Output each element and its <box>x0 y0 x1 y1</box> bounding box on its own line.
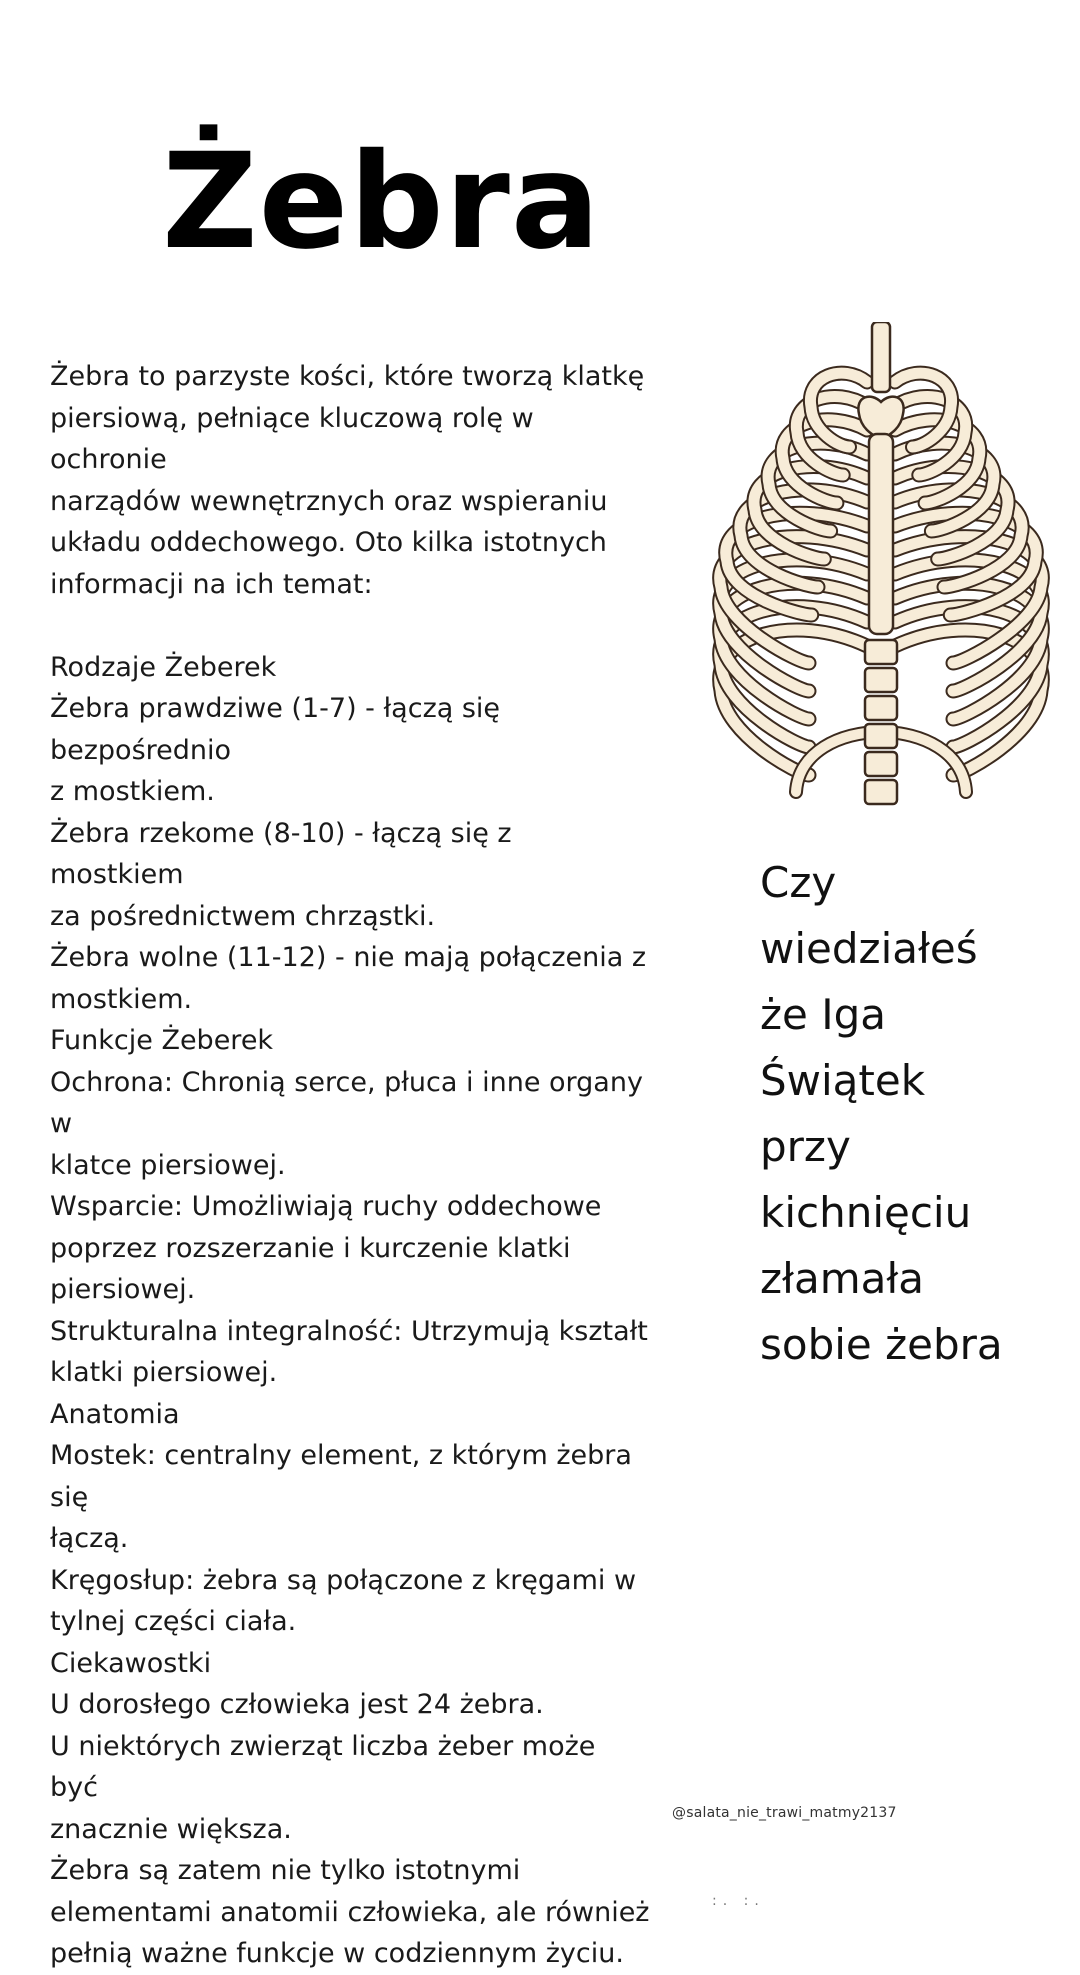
floating-ribs-line: Żebra wolne (11-12) - nie mają połączenia z mostkiem. <box>50 942 647 1015</box>
fun-fact-text: Czy wiedziałeś że Iga Świątek przy kichnięciu złamała sobie żebra <box>760 858 1003 1369</box>
conclusion-paragraph: Żebra są zatem nie tylko istotnymi elementami anatomii człowieka, ale również pełnią ważne funkcje w codziennym życiu. <box>50 1855 650 1969</box>
ribcage-illustration <box>696 322 1066 822</box>
lumbar-vertebra <box>865 696 897 720</box>
section-heading-anatomy: Anatomia <box>50 1398 180 1430</box>
section-heading-types: Rodzaje Żeberek <box>50 651 277 683</box>
lumbar-vertebra <box>865 668 897 692</box>
paragraph-gap <box>50 605 650 647</box>
sternum <box>869 434 893 634</box>
article-body <box>50 356 650 1975</box>
true-ribs-line: Żebra prawdziwe (1-7) - łączą się bezpośrednio z mostkiem. <box>50 693 501 807</box>
lumbar-vertebra <box>865 724 897 748</box>
function-structure-line: Strukturalna integralność: Utrzymują kształt klatki piersiowej. <box>50 1315 648 1388</box>
lumbar-vertebra <box>865 752 897 776</box>
section-heading-functions: Funkcje Żeberek <box>50 1025 274 1056</box>
author-credit: @salata_nie_trawi_matmy2137 <box>672 1805 897 1821</box>
trivia-animals-line: U niektórych zwierząt liczba żeber może być znacznie większa. <box>50 1730 596 1845</box>
lumbar-vertebra <box>865 640 897 664</box>
section-heading-trivia: Ciekawostki <box>50 1647 212 1679</box>
footer-dots: :. :. <box>712 1893 765 1909</box>
false-ribs-line: Żebra rzekome (8-10) - łączą się z mostkiem za pośrednictwem chrząstki. <box>50 817 512 932</box>
anatomy-sternum-line: Mostek: centralny element, z którym żebra się łączą. <box>50 1440 632 1554</box>
function-protection-line: Ochrona: Chronią serce, płuca i inne organy w klatce piersiowej. <box>50 1066 643 1181</box>
spine-group <box>858 322 903 804</box>
anatomy-spine-line: Kręgosłup: żebra są połączone z kręgami w tylnej części ciała. <box>50 1564 637 1637</box>
trivia-count-line: U dorosłego człowieka jest 24 żebra. <box>50 1689 544 1720</box>
function-support-line: Wsparcie: Umożliwiają ruchy oddechowe poprzez rozszerzanie i kurczenie klatki piersiowej. <box>50 1191 602 1305</box>
cervical-spine <box>872 322 890 392</box>
intro-paragraph: Żebra to parzyste kości, które tworzą klatkę piersiową, pełniące kluczową rolę w ochronie narządów wewnętrznych oraz wspieraniu układu oddechowego. Oto kilka istotnych informacji na ich temat: <box>50 361 645 600</box>
lumbar-vertebra <box>865 780 897 804</box>
page-title: Żebra <box>162 125 601 279</box>
